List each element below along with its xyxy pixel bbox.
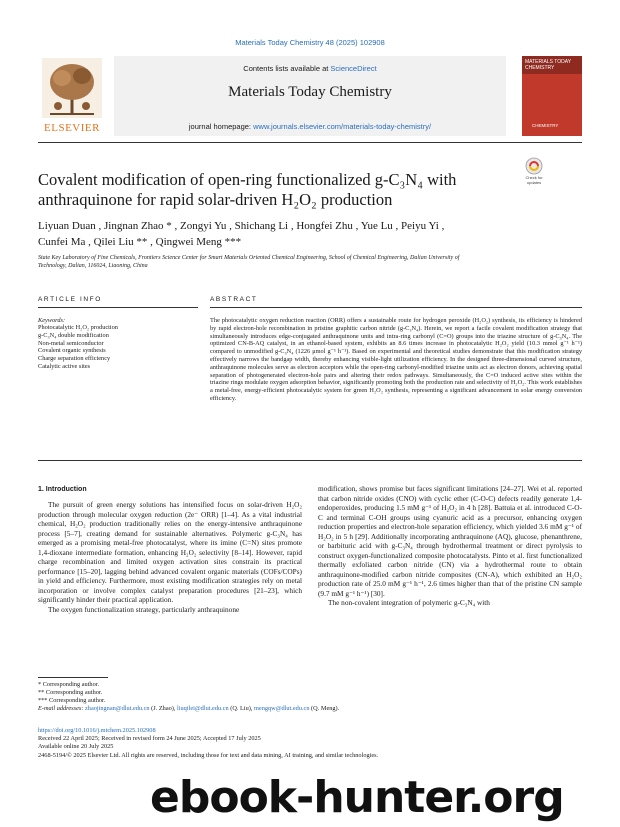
abstract-rule bbox=[210, 307, 582, 308]
email-link-zhao[interactable]: zhaojingnan@dlut.edu.cn bbox=[85, 705, 150, 712]
keyword-item: Covalent organic synthesis bbox=[38, 347, 106, 355]
check-updates-icon bbox=[521, 156, 547, 176]
masthead-rule bbox=[38, 142, 582, 143]
elsevier-tree-icon bbox=[38, 56, 106, 120]
footnote-rule bbox=[38, 677, 108, 678]
email-link-meng[interactable]: mengqw@dlut.edu.cn bbox=[254, 705, 310, 712]
intro-paragraph-4: The non-covalent integration of polymeric g-C₃N₄ with bbox=[328, 598, 490, 607]
email-who-zhao: (J. Zhao), bbox=[149, 705, 178, 712]
sciencedirect-link[interactable]: ScienceDirect bbox=[330, 64, 377, 73]
section-heading-introduction: 1. Introduction bbox=[38, 486, 87, 493]
email-link-liu[interactable]: liuqilei@dlut.edu.cn bbox=[177, 705, 229, 712]
intro-paragraph-2: The oxygen functionalization strategy, particularly anthraquinone bbox=[48, 604, 240, 614]
article-title-line1: Covalent modification of open-ring functionalized g-C₃N₄ with bbox=[38, 170, 457, 189]
footnote-3: *** Corresponding author. bbox=[38, 697, 106, 704]
email-label: E-mail addresses: bbox=[38, 705, 85, 712]
journal-cover bbox=[522, 56, 582, 136]
keyword-item: g-C₃N₄ double modification bbox=[38, 331, 109, 339]
keywords-label: Keywords: bbox=[38, 317, 66, 324]
intro-left-column bbox=[38, 500, 302, 614]
email-who-meng: (Q. Meng). bbox=[309, 705, 340, 712]
publisher-name: ELSEVIER bbox=[44, 122, 100, 134]
email-addresses bbox=[38, 705, 582, 713]
check-for-updates-badge[interactable] bbox=[521, 156, 547, 186]
contents-line bbox=[114, 64, 506, 73]
article-info-rule bbox=[38, 307, 198, 308]
footnote-1: * Corresponding author. bbox=[38, 681, 100, 688]
intro-paragraph bbox=[38, 500, 302, 605]
footnotes bbox=[38, 681, 582, 713]
homepage-link[interactable]: www.journals.elsevier.com/materials-today-chemistry/ bbox=[253, 122, 432, 131]
authors-line1: Liyuan Duan , Jingnan Zhao * , Zongyi Yu , Shichang Li , Hongfei Zhu , Yue Lu , Peiyu Yi , bbox=[38, 220, 445, 232]
author-list bbox=[38, 218, 558, 250]
check-updates-label: Check for updates bbox=[525, 175, 543, 185]
article-title bbox=[38, 170, 498, 210]
doi-link[interactable]: https://doi.org/10.1016/j.mtchem.2025.102908 bbox=[38, 727, 156, 734]
watermark: ebook-hunter.org bbox=[150, 772, 564, 823]
abstract-bottom-rule bbox=[38, 460, 582, 461]
cover-bottom-label: CHEMISTRY bbox=[532, 123, 559, 128]
homepage-line bbox=[114, 122, 506, 131]
intro-paragraph-1: The pursuit of green energy solutions has intensified focus on solar-driven H₂O₂ production through molecular oxygen reduction (2e⁻ ORR) [1–4]. As a vital industrial chemical, H₂O₂ production traditionally relies on the energy-intensive anthraquinone process [5–7], creating demand for sustainable alternatives. Polymeric g-C₃N₄ has emerged as a promising metal-free photocatalyst, where its imine (C=N) sites promote 1,4-dioxane intermediate formation, enhancing H₂O₂ selectivity [8–14]. However, rapid charge recombination and limited oxygen activation sites constrain its practical performance [15–20], lagging behind advanced covalent organic materials (COFs/COPs) in yield and efficiency. Furthermore, most existing modification strategies rely on metal incorporation or involve complex catalyst preparation procedures [21–23], which significantly hinder their practical application. bbox=[38, 500, 302, 604]
cover-label: MATERIALS TODAY CHEMISTRY bbox=[525, 59, 571, 71]
affiliation: State Key Laboratory of Fine Chemicals, Frontiers Science Center for Smart Materials Oriented Chemical Engineering, School of Chemical Engineering, Dalian University of Technology, Dalian, 116024, Liaoning, China bbox=[38, 255, 460, 269]
received-dates: Received 22 April 2025; Received in revised form 24 June 2025; Accepted 17 July 2025 bbox=[38, 735, 261, 743]
contents-prefix: Contents lists available at bbox=[243, 64, 331, 73]
journal-reference[interactable]: Materials Today Chemistry 48 (2025) 102908 bbox=[235, 38, 385, 47]
journal-title: Materials Today Chemistry bbox=[228, 84, 392, 100]
footnote-2: ** Corresponding author. bbox=[38, 689, 103, 696]
homepage-prefix: journal homepage: bbox=[188, 122, 254, 131]
abstract-text: The photocatalytic oxygen reduction reaction (ORR) offers a sustainable route for hydrogen peroxide (H₂O₂) synthesis, its efficiency is hindered by rapid electron-hole recombination in pristine graphitic carbon nitride (g-C₃N₄). Herein, we report a facile covalent modification strategy that simultaneously introduces edge-conjugated anthraquinone units and intra-ring carbonyl (C=O) groups into the triazine structure of g-C₃N₄. The optimized CN-B-AQ catalyst, in an ethanol-based system, exhibits an 8.6 times increase in photocatalytic H₂O₂ yield (10.3 mmol g⁻¹ h⁻¹) compared to unmodified g-C₃N₄ (1226 μmol g⁻¹ h⁻¹). Based on experimental and theoretical studies demonstrate that this modification strategy effectively narrows the bandgap width, thereby enhancing visible-light utilization efficiency. In the designed three-dimensional curved structure, anthraquinone molecules serve as electron acceptors while the open-ring carbonyl-modified triazine units act as electron donors, achieving spatial separation of photogenerated electron-hole pairs and altering their redox pathways. Simultaneously, the C=O induced active sites within the triazine rings modulate oxygen adsorption behavior, significantly promoting both the production rate and selectivity of H₂O₂. This work establishes a metal-free, energy-efficient photocatalytic system for green H₂O₂ synthesis, representing a significant advancement in solar energy conversion efficiency. bbox=[210, 317, 582, 402]
keyword-item: Photocatalytic H₂O₂ production bbox=[38, 324, 118, 331]
copyright: 2468-5194/© 2025 Elsevier Ltd. All rights are reserved, including those for text and data mining, AI training, and similar technologies. bbox=[38, 751, 379, 759]
keywords-list bbox=[38, 324, 198, 371]
publication-info bbox=[38, 727, 582, 760]
elsevier-logo bbox=[38, 56, 106, 136]
email-who-liu: (Q. Liu), bbox=[228, 705, 255, 712]
masthead-center bbox=[114, 56, 506, 136]
intro-right-column bbox=[318, 484, 582, 608]
keyword-item: Charge separation efficiency bbox=[38, 355, 111, 363]
masthead bbox=[38, 56, 582, 138]
abstract-heading: ABSTRACT bbox=[210, 296, 258, 303]
available-online: Available online 20 July 2025 bbox=[38, 743, 114, 751]
intro-paragraph: modification, shows promise but faces significant limitations [24–27]. Wei et al. reported that carbon nitride oxides (CNO) with cyclic ether (C-O-C) defects readily generate 1,4-endoperoxides, producing 1.5 mM g⁻¹ of H₂O₂ in 4 h [28]. Battuia et al. introduced C-O-C and terminal C-OH groups using cyanuric acid as a precursor, enhancing oxygen reduction properties and electron-hole separation efficiency, which yielded 3.6 mM g⁻¹ of H₂O₂ in 5 h [29]. Additionally incorporating anthraquinone (AQ), glucose, phenanthrene, or barbituric acid with g-C₃N₄ through hydrothermal treatment or direct pyrolysis to construct oxygen-functionalized composite photocatalysts. Pinto et al. first functionalized thermally exfoliated carbon nitride (CN) via a hydrothermal route to obtain anthraquinone-modified carbon nitride composites (CN-A), which exhibited an H₂O₂ production rate of 25.0 mM g⁻¹ h⁻¹, 2.6 times higher than that of the pristine CN sample (9.7 mM g⁻¹ h⁻¹) [30]. bbox=[318, 484, 582, 598]
article-title-line2: anthraquinone for rapid solar-driven H₂O₂ production bbox=[38, 190, 393, 209]
intro-paragraph bbox=[38, 605, 302, 615]
authors-line2: Cunfei Ma , Qilei Liu ** , Qingwei Meng *** bbox=[38, 236, 242, 248]
intro-paragraph bbox=[318, 598, 582, 608]
keyword-item: Non-metal semiconductor bbox=[38, 339, 104, 347]
article-info-heading: ARTICLE INFO bbox=[38, 296, 102, 303]
keyword-item: Catalytic active sites bbox=[38, 362, 91, 370]
